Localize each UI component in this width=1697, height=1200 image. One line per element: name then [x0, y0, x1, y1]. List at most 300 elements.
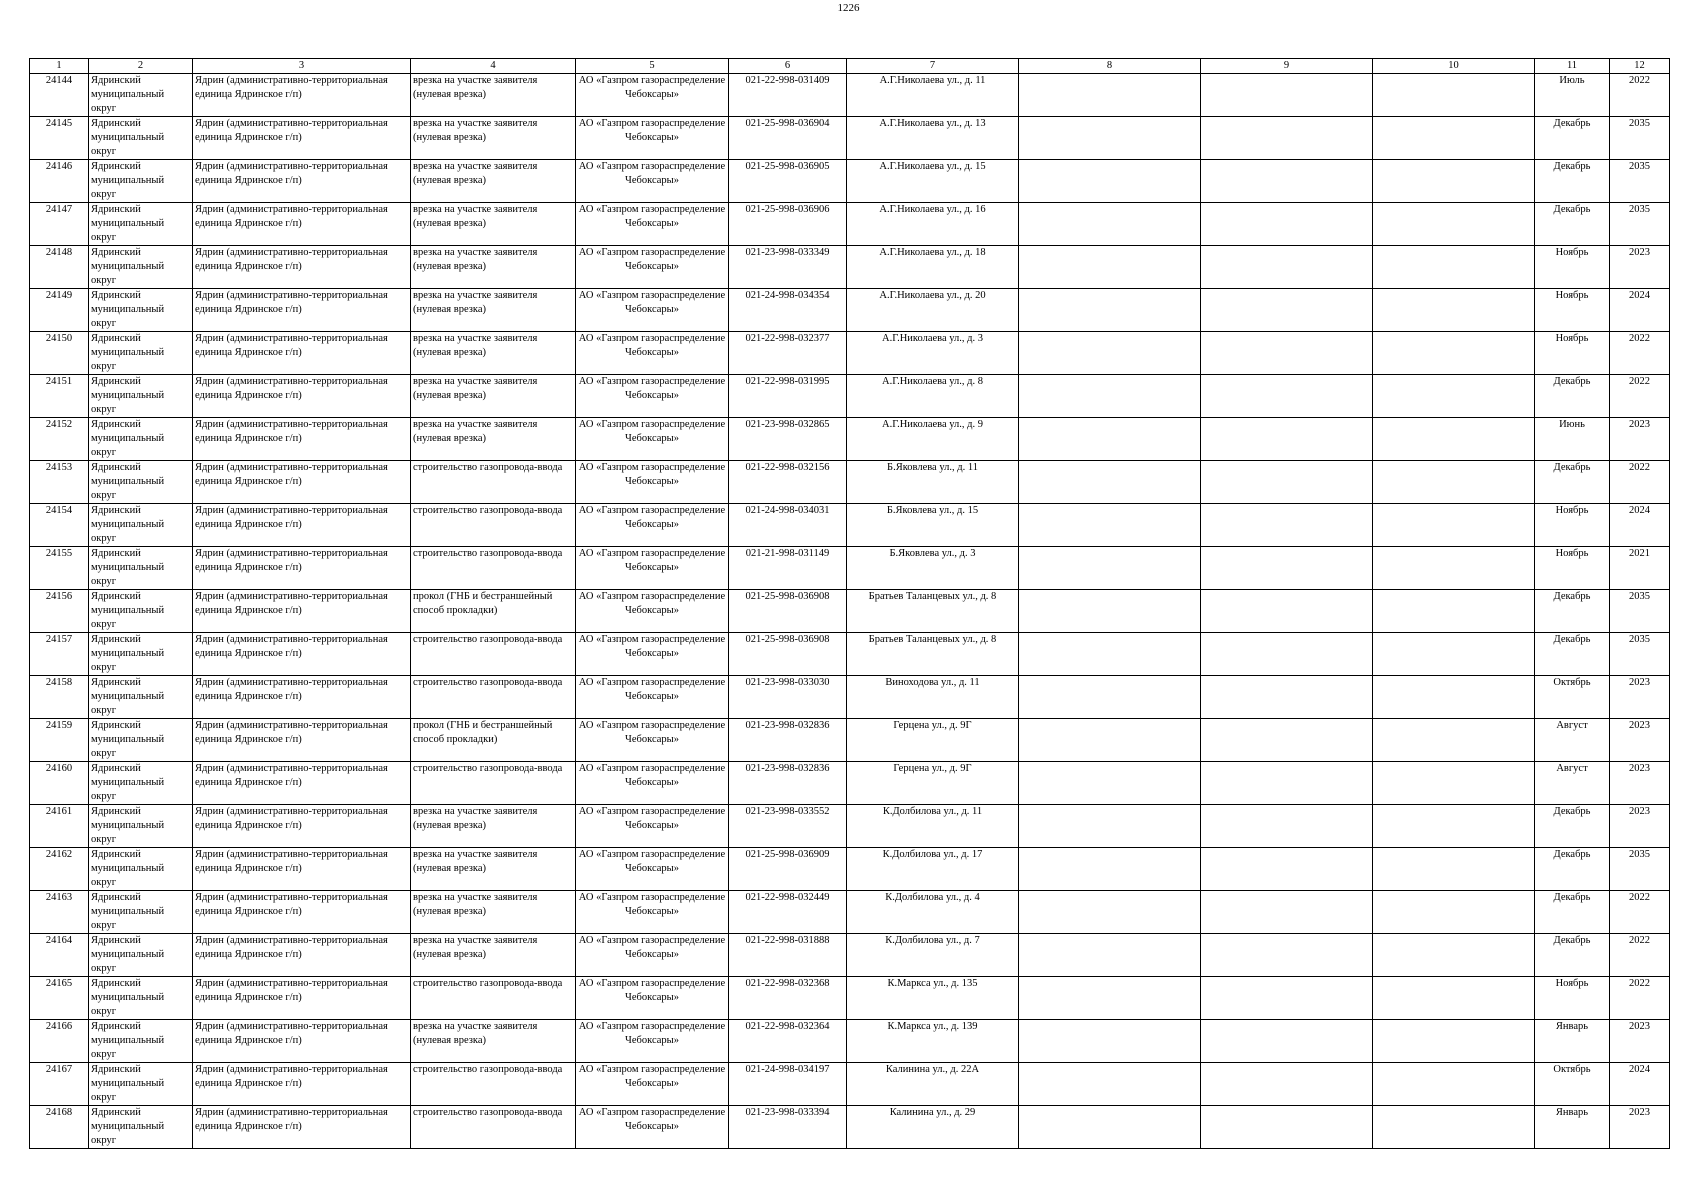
cell-col-8 — [1019, 762, 1201, 805]
cell-row-number: 24154 — [30, 504, 89, 547]
column-header-4: 4 — [411, 59, 576, 74]
cell-work-type: строительство газопровода-ввода — [411, 762, 576, 805]
register-table — [29, 58, 1670, 1149]
cell-row-number: 24151 — [30, 375, 89, 418]
cell-month: Декабрь — [1535, 805, 1610, 848]
cell-col-10 — [1373, 633, 1535, 676]
cell-col-9 — [1201, 633, 1373, 676]
cell-col-9 — [1201, 1020, 1373, 1063]
column-header-7: 7 — [847, 59, 1019, 74]
cell-col-10 — [1373, 676, 1535, 719]
cell-col-10 — [1373, 547, 1535, 590]
cell-row-number: 24147 — [30, 203, 89, 246]
cell-organization: АО «Газпром газораспределение Чебоксары» — [576, 1063, 729, 1106]
cell-organization: АО «Газпром газораспределение Чебоксары» — [576, 590, 729, 633]
cell-year: 2035 — [1610, 590, 1670, 633]
cell-year: 2022 — [1610, 891, 1670, 934]
table-row — [30, 246, 1670, 289]
cell-address: А.Г.Николаева ул., д. 3 — [847, 332, 1019, 375]
cell-locality: Ядрин (административно-территориальная единица Ядринское г/п) — [193, 74, 411, 117]
cell-organization: АО «Газпром газораспределение Чебоксары» — [576, 461, 729, 504]
cell-year: 2022 — [1610, 332, 1670, 375]
cell-col-10 — [1373, 289, 1535, 332]
cell-locality: Ядрин (административно-территориальная единица Ядринское г/п) — [193, 762, 411, 805]
cell-work-type: врезка на участке заявителя (нулевая врезка) — [411, 418, 576, 461]
cell-locality: Ядрин (административно-территориальная единица Ядринское г/п) — [193, 1063, 411, 1106]
cell-locality: Ядрин (административно-территориальная единица Ядринское г/п) — [193, 891, 411, 934]
cell-row-number: 24148 — [30, 246, 89, 289]
cell-work-type: строительство газопровода-ввода — [411, 676, 576, 719]
cell-work-type: врезка на участке заявителя (нулевая врезка) — [411, 203, 576, 246]
cell-col-8 — [1019, 891, 1201, 934]
cell-col-9 — [1201, 160, 1373, 203]
cell-col-9 — [1201, 74, 1373, 117]
cell-work-type: врезка на участке заявителя (нулевая врезка) — [411, 246, 576, 289]
cell-col-10 — [1373, 891, 1535, 934]
cell-col-10 — [1373, 1106, 1535, 1149]
cell-year: 2023 — [1610, 676, 1670, 719]
cell-year: 2035 — [1610, 848, 1670, 891]
cell-month: Ноябрь — [1535, 504, 1610, 547]
cell-col-9 — [1201, 418, 1373, 461]
cell-work-type: строительство газопровода-ввода — [411, 633, 576, 676]
cell-col-9 — [1201, 461, 1373, 504]
column-header-11: 11 — [1535, 59, 1610, 74]
cell-col-8 — [1019, 676, 1201, 719]
cell-address: Калинина ул., д. 29 — [847, 1106, 1019, 1149]
cell-col-8 — [1019, 1106, 1201, 1149]
cell-work-type: строительство газопровода-ввода — [411, 977, 576, 1020]
cell-year: 2022 — [1610, 375, 1670, 418]
cell-organization: АО «Газпром газораспределение Чебоксары» — [576, 246, 729, 289]
cell-work-type: строительство газопровода-ввода — [411, 1106, 576, 1149]
table-row — [30, 977, 1670, 1020]
cell-col-8 — [1019, 289, 1201, 332]
table-row — [30, 805, 1670, 848]
cell-locality: Ядрин (административно-территориальная единица Ядринское г/п) — [193, 375, 411, 418]
table-row — [30, 461, 1670, 504]
cell-col-8 — [1019, 848, 1201, 891]
cell-col-10 — [1373, 1063, 1535, 1106]
table-row — [30, 633, 1670, 676]
column-header-5: 5 — [576, 59, 729, 74]
cell-row-number: 24145 — [30, 117, 89, 160]
cell-year: 2023 — [1610, 1020, 1670, 1063]
cell-col-8 — [1019, 246, 1201, 289]
cell-month: Ноябрь — [1535, 977, 1610, 1020]
cell-col-9 — [1201, 762, 1373, 805]
cell-district: Ядринский муниципальный округ — [89, 848, 193, 891]
cell-year: 2035 — [1610, 633, 1670, 676]
table-row — [30, 891, 1670, 934]
cell-col-8 — [1019, 375, 1201, 418]
cell-district: Ядринский муниципальный округ — [89, 246, 193, 289]
table-row — [30, 1063, 1670, 1106]
cell-organization: АО «Газпром газораспределение Чебоксары» — [576, 848, 729, 891]
cell-address: Герцена ул., д. 9Г — [847, 762, 1019, 805]
cell-address: А.Г.Николаева ул., д. 16 — [847, 203, 1019, 246]
cell-organization: АО «Газпром газораспределение Чебоксары» — [576, 891, 729, 934]
cell-col-9 — [1201, 590, 1373, 633]
cell-locality: Ядрин (административно-территориальная единица Ядринское г/п) — [193, 547, 411, 590]
cell-district: Ядринский муниципальный округ — [89, 461, 193, 504]
cell-locality: Ядрин (административно-территориальная единица Ядринское г/п) — [193, 246, 411, 289]
cell-row-number: 24164 — [30, 934, 89, 977]
column-header-3: 3 — [193, 59, 411, 74]
cell-year: 2024 — [1610, 1063, 1670, 1106]
cell-month: Декабрь — [1535, 160, 1610, 203]
cell-organization: АО «Газпром газораспределение Чебоксары» — [576, 1106, 729, 1149]
cell-locality: Ядрин (административно-территориальная единица Ядринское г/п) — [193, 1106, 411, 1149]
cell-work-type: прокол (ГНБ и бестраншейный способ прокладки) — [411, 719, 576, 762]
cell-month: Январь — [1535, 1020, 1610, 1063]
cell-col-8 — [1019, 160, 1201, 203]
table-row — [30, 160, 1670, 203]
cell-object-id: 021-22-998-032377 — [729, 332, 847, 375]
cell-organization: АО «Газпром газораспределение Чебоксары» — [576, 332, 729, 375]
cell-organization: АО «Газпром газораспределение Чебоксары» — [576, 719, 729, 762]
table-row — [30, 547, 1670, 590]
cell-col-8 — [1019, 719, 1201, 762]
cell-col-8 — [1019, 1020, 1201, 1063]
cell-col-8 — [1019, 203, 1201, 246]
cell-district: Ядринский муниципальный округ — [89, 375, 193, 418]
cell-object-id: 021-22-998-032368 — [729, 977, 847, 1020]
cell-work-type: прокол (ГНБ и бестраншейный способ прокладки) — [411, 590, 576, 633]
cell-col-8 — [1019, 977, 1201, 1020]
cell-address: Калинина ул., д. 22А — [847, 1063, 1019, 1106]
cell-organization: АО «Газпром газораспределение Чебоксары» — [576, 160, 729, 203]
cell-district: Ядринский муниципальный округ — [89, 203, 193, 246]
cell-address: А.Г.Николаева ул., д. 20 — [847, 289, 1019, 332]
cell-work-type: врезка на участке заявителя (нулевая врезка) — [411, 375, 576, 418]
column-number-row — [30, 59, 1670, 74]
cell-year: 2035 — [1610, 160, 1670, 203]
cell-month: Январь — [1535, 1106, 1610, 1149]
cell-col-9 — [1201, 547, 1373, 590]
cell-col-9 — [1201, 977, 1373, 1020]
cell-address: Виноходова ул., д. 11 — [847, 676, 1019, 719]
cell-col-9 — [1201, 934, 1373, 977]
column-header-8: 8 — [1019, 59, 1201, 74]
table-row — [30, 74, 1670, 117]
cell-object-id: 021-22-998-031995 — [729, 375, 847, 418]
cell-locality: Ядрин (административно-территориальная единица Ядринское г/п) — [193, 332, 411, 375]
cell-district: Ядринский муниципальный округ — [89, 805, 193, 848]
cell-organization: АО «Газпром газораспределение Чебоксары» — [576, 547, 729, 590]
cell-col-10 — [1373, 461, 1535, 504]
cell-col-8 — [1019, 117, 1201, 160]
cell-locality: Ядрин (административно-территориальная единица Ядринское г/п) — [193, 160, 411, 203]
cell-col-10 — [1373, 1020, 1535, 1063]
cell-address: Герцена ул., д. 9Г — [847, 719, 1019, 762]
cell-col-9 — [1201, 375, 1373, 418]
cell-district: Ядринский муниципальный округ — [89, 633, 193, 676]
cell-district: Ядринский муниципальный округ — [89, 590, 193, 633]
cell-district: Ядринский муниципальный округ — [89, 719, 193, 762]
cell-work-type: врезка на участке заявителя (нулевая врезка) — [411, 848, 576, 891]
table-row — [30, 762, 1670, 805]
cell-organization: АО «Газпром газораспределение Чебоксары» — [576, 805, 729, 848]
cell-district: Ядринский муниципальный округ — [89, 418, 193, 461]
cell-address: Б.Яковлева ул., д. 3 — [847, 547, 1019, 590]
cell-row-number: 24150 — [30, 332, 89, 375]
cell-col-10 — [1373, 805, 1535, 848]
cell-work-type: врезка на участке заявителя (нулевая врезка) — [411, 805, 576, 848]
cell-year: 2023 — [1610, 719, 1670, 762]
cell-work-type: строительство газопровода-ввода — [411, 547, 576, 590]
cell-district: Ядринский муниципальный округ — [89, 1020, 193, 1063]
cell-month: Ноябрь — [1535, 332, 1610, 375]
cell-col-10 — [1373, 848, 1535, 891]
cell-organization: АО «Газпром газораспределение Чебоксары» — [576, 977, 729, 1020]
cell-col-8 — [1019, 504, 1201, 547]
cell-col-10 — [1373, 418, 1535, 461]
cell-row-number: 24149 — [30, 289, 89, 332]
cell-address: К.Долбилова ул., д. 4 — [847, 891, 1019, 934]
cell-district: Ядринский муниципальный округ — [89, 676, 193, 719]
cell-row-number: 24166 — [30, 1020, 89, 1063]
cell-locality: Ядрин (административно-территориальная единица Ядринское г/п) — [193, 934, 411, 977]
cell-locality: Ядрин (административно-территориальная единица Ядринское г/п) — [193, 676, 411, 719]
cell-col-8 — [1019, 590, 1201, 633]
table-row — [30, 848, 1670, 891]
cell-month: Ноябрь — [1535, 547, 1610, 590]
cell-month: Декабрь — [1535, 117, 1610, 160]
cell-month: Август — [1535, 762, 1610, 805]
cell-col-9 — [1201, 1106, 1373, 1149]
cell-col-10 — [1373, 762, 1535, 805]
cell-col-9 — [1201, 117, 1373, 160]
cell-year: 2022 — [1610, 977, 1670, 1020]
cell-organization: АО «Газпром газораспределение Чебоксары» — [576, 74, 729, 117]
cell-col-8 — [1019, 461, 1201, 504]
cell-organization: АО «Газпром газораспределение Чебоксары» — [576, 504, 729, 547]
cell-district: Ядринский муниципальный округ — [89, 289, 193, 332]
cell-object-id: 021-24-998-034197 — [729, 1063, 847, 1106]
cell-year: 2021 — [1610, 547, 1670, 590]
cell-work-type: врезка на участке заявителя (нулевая врезка) — [411, 891, 576, 934]
cell-row-number: 24163 — [30, 891, 89, 934]
cell-work-type: врезка на участке заявителя (нулевая врезка) — [411, 934, 576, 977]
table-row — [30, 375, 1670, 418]
cell-year: 2023 — [1610, 1106, 1670, 1149]
cell-district: Ядринский муниципальный округ — [89, 160, 193, 203]
cell-address: А.Г.Николаева ул., д. 13 — [847, 117, 1019, 160]
cell-locality: Ядрин (административно-территориальная единица Ядринское г/п) — [193, 461, 411, 504]
cell-month: Октябрь — [1535, 676, 1610, 719]
cell-work-type: врезка на участке заявителя (нулевая врезка) — [411, 117, 576, 160]
cell-object-id: 021-22-998-032449 — [729, 891, 847, 934]
cell-object-id: 021-23-998-033394 — [729, 1106, 847, 1149]
cell-col-9 — [1201, 891, 1373, 934]
cell-work-type: врезка на участке заявителя (нулевая врезка) — [411, 1020, 576, 1063]
cell-locality: Ядрин (административно-территориальная единица Ядринское г/п) — [193, 418, 411, 461]
cell-object-id: 021-23-998-032865 — [729, 418, 847, 461]
cell-work-type: строительство газопровода-ввода — [411, 504, 576, 547]
table-header — [30, 59, 1670, 74]
cell-object-id: 021-23-998-033552 — [729, 805, 847, 848]
cell-col-9 — [1201, 1063, 1373, 1106]
cell-district: Ядринский муниципальный округ — [89, 547, 193, 590]
table-row — [30, 719, 1670, 762]
cell-row-number: 24155 — [30, 547, 89, 590]
cell-row-number: 24159 — [30, 719, 89, 762]
cell-col-8 — [1019, 633, 1201, 676]
column-header-1: 1 — [30, 59, 89, 74]
cell-col-9 — [1201, 719, 1373, 762]
column-header-9: 9 — [1201, 59, 1373, 74]
cell-district: Ядринский муниципальный округ — [89, 117, 193, 160]
cell-locality: Ядрин (административно-территориальная единица Ядринское г/п) — [193, 805, 411, 848]
table-row — [30, 676, 1670, 719]
cell-organization: АО «Газпром газораспределение Чебоксары» — [576, 762, 729, 805]
page-number: 1226 — [837, 2, 860, 14]
cell-year: 2022 — [1610, 74, 1670, 117]
cell-month: Декабрь — [1535, 934, 1610, 977]
cell-row-number: 24160 — [30, 762, 89, 805]
cell-row-number: 24157 — [30, 633, 89, 676]
column-header-10: 10 — [1373, 59, 1535, 74]
cell-object-id: 021-25-998-036909 — [729, 848, 847, 891]
cell-col-9 — [1201, 676, 1373, 719]
cell-col-8 — [1019, 74, 1201, 117]
cell-organization: АО «Газпром газораспределение Чебоксары» — [576, 676, 729, 719]
cell-object-id: 021-23-998-033030 — [729, 676, 847, 719]
cell-object-id: 021-23-998-032836 — [729, 762, 847, 805]
cell-year: 2023 — [1610, 246, 1670, 289]
cell-col-10 — [1373, 117, 1535, 160]
cell-address: К.Маркса ул., д. 135 — [847, 977, 1019, 1020]
cell-object-id: 021-22-998-031888 — [729, 934, 847, 977]
table-row — [30, 1020, 1670, 1063]
column-header-6: 6 — [729, 59, 847, 74]
table-row — [30, 418, 1670, 461]
cell-address: Б.Яковлева ул., д. 11 — [847, 461, 1019, 504]
cell-organization: АО «Газпром газораспределение Чебоксары» — [576, 1020, 729, 1063]
cell-col-8 — [1019, 934, 1201, 977]
cell-locality: Ядрин (административно-территориальная единица Ядринское г/п) — [193, 848, 411, 891]
cell-col-8 — [1019, 418, 1201, 461]
cell-address: А.Г.Николаева ул., д. 15 — [847, 160, 1019, 203]
cell-work-type: строительство газопровода-ввода — [411, 1063, 576, 1106]
cell-month: Декабрь — [1535, 375, 1610, 418]
cell-locality: Ядрин (административно-территориальная единица Ядринское г/п) — [193, 203, 411, 246]
cell-locality: Ядрин (административно-территориальная единица Ядринское г/п) — [193, 289, 411, 332]
cell-address: А.Г.Николаева ул., д. 18 — [847, 246, 1019, 289]
cell-address: К.Маркса ул., д. 139 — [847, 1020, 1019, 1063]
cell-col-10 — [1373, 375, 1535, 418]
cell-col-10 — [1373, 934, 1535, 977]
cell-month: Декабрь — [1535, 590, 1610, 633]
cell-month: Октябрь — [1535, 1063, 1610, 1106]
cell-district: Ядринский муниципальный округ — [89, 504, 193, 547]
cell-object-id: 021-21-998-031149 — [729, 547, 847, 590]
cell-address: К.Долбилова ул., д. 7 — [847, 934, 1019, 977]
cell-col-9 — [1201, 848, 1373, 891]
cell-organization: АО «Газпром газораспределение Чебоксары» — [576, 289, 729, 332]
cell-col-8 — [1019, 332, 1201, 375]
cell-year: 2024 — [1610, 289, 1670, 332]
column-header-2: 2 — [89, 59, 193, 74]
cell-district: Ядринский муниципальный округ — [89, 934, 193, 977]
cell-organization: АО «Газпром газораспределение Чебоксары» — [576, 418, 729, 461]
cell-row-number: 24161 — [30, 805, 89, 848]
cell-district: Ядринский муниципальный округ — [89, 891, 193, 934]
cell-month: Август — [1535, 719, 1610, 762]
cell-district: Ядринский муниципальный округ — [89, 1106, 193, 1149]
table-row — [30, 934, 1670, 977]
cell-row-number: 24156 — [30, 590, 89, 633]
cell-locality: Ядрин (административно-территориальная единица Ядринское г/п) — [193, 117, 411, 160]
cell-district: Ядринский муниципальный округ — [89, 977, 193, 1020]
cell-month: Декабрь — [1535, 848, 1610, 891]
cell-row-number: 24168 — [30, 1106, 89, 1149]
cell-address: Братьев Таланцевых ул., д. 8 — [847, 633, 1019, 676]
cell-work-type: врезка на участке заявителя (нулевая врезка) — [411, 74, 576, 117]
table-row — [30, 117, 1670, 160]
cell-year: 2023 — [1610, 762, 1670, 805]
cell-object-id: 021-24-998-034354 — [729, 289, 847, 332]
table-row — [30, 1106, 1670, 1149]
cell-object-id: 021-24-998-034031 — [729, 504, 847, 547]
cell-year: 2022 — [1610, 934, 1670, 977]
cell-year: 2035 — [1610, 203, 1670, 246]
cell-work-type: врезка на участке заявителя (нулевая врезка) — [411, 289, 576, 332]
cell-object-id: 021-25-998-036908 — [729, 633, 847, 676]
cell-col-9 — [1201, 504, 1373, 547]
cell-col-9 — [1201, 805, 1373, 848]
table-row — [30, 504, 1670, 547]
cell-col-10 — [1373, 719, 1535, 762]
cell-col-10 — [1373, 977, 1535, 1020]
cell-organization: АО «Газпром газораспределение Чебоксары» — [576, 375, 729, 418]
cell-organization: АО «Газпром газораспределение Чебоксары» — [576, 934, 729, 977]
cell-address: А.Г.Николаева ул., д. 11 — [847, 74, 1019, 117]
table-row — [30, 289, 1670, 332]
cell-object-id: 021-25-998-036904 — [729, 117, 847, 160]
cell-locality: Ядрин (административно-территориальная единица Ядринское г/п) — [193, 633, 411, 676]
cell-locality: Ядрин (административно-территориальная единица Ядринское г/п) — [193, 977, 411, 1020]
cell-address: А.Г.Николаева ул., д. 9 — [847, 418, 1019, 461]
cell-address: К.Долбилова ул., д. 17 — [847, 848, 1019, 891]
cell-row-number: 24167 — [30, 1063, 89, 1106]
cell-col-10 — [1373, 332, 1535, 375]
cell-district: Ядринский муниципальный округ — [89, 762, 193, 805]
cell-row-number: 24158 — [30, 676, 89, 719]
cell-col-10 — [1373, 160, 1535, 203]
cell-month: Декабрь — [1535, 461, 1610, 504]
cell-district: Ядринский муниципальный округ — [89, 74, 193, 117]
cell-address: А.Г.Николаева ул., д. 8 — [847, 375, 1019, 418]
cell-row-number: 24152 — [30, 418, 89, 461]
cell-district: Ядринский муниципальный округ — [89, 332, 193, 375]
cell-col-9 — [1201, 203, 1373, 246]
table-body — [30, 74, 1670, 1149]
cell-col-10 — [1373, 246, 1535, 289]
cell-object-id: 021-25-998-036908 — [729, 590, 847, 633]
cell-year: 2035 — [1610, 117, 1670, 160]
cell-organization: АО «Газпром газораспределение Чебоксары» — [576, 203, 729, 246]
cell-work-type: врезка на участке заявителя (нулевая врезка) — [411, 332, 576, 375]
cell-organization: АО «Газпром газораспределение Чебоксары» — [576, 633, 729, 676]
cell-locality: Ядрин (административно-территориальная единица Ядринское г/п) — [193, 504, 411, 547]
cell-work-type: врезка на участке заявителя (нулевая врезка) — [411, 160, 576, 203]
cell-col-10 — [1373, 203, 1535, 246]
cell-col-8 — [1019, 1063, 1201, 1106]
cell-object-id: 021-22-998-031409 — [729, 74, 847, 117]
cell-work-type: строительство газопровода-ввода — [411, 461, 576, 504]
